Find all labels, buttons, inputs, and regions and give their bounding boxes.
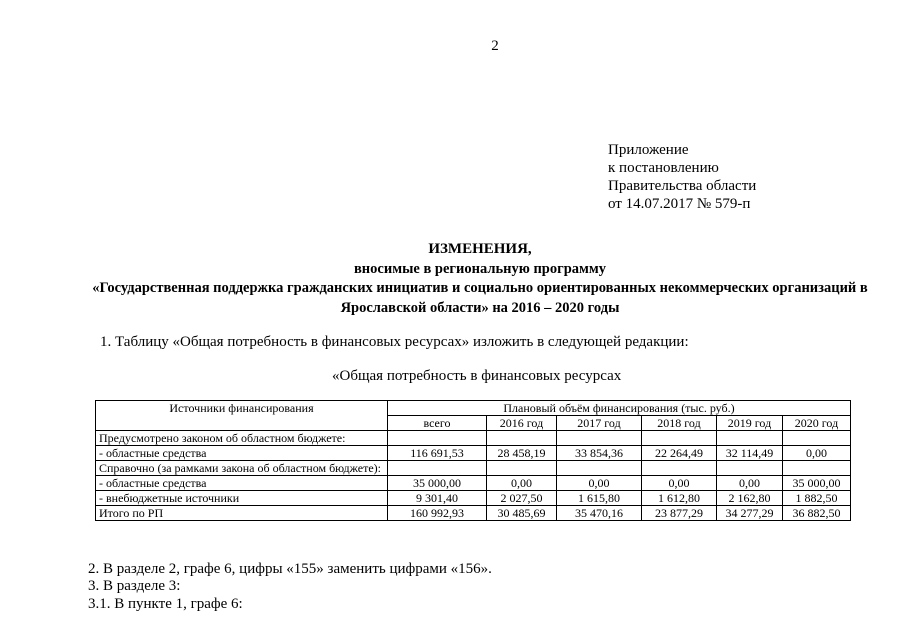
value-cell xyxy=(487,461,557,476)
row-label: - внебюджетные источники xyxy=(96,491,388,506)
value-cell: 2 162,80 xyxy=(717,491,783,506)
appendix-line: к постановлению xyxy=(608,160,719,176)
value-cell: 2 027,50 xyxy=(487,491,557,506)
row-label: Справочно (за рамками закона об областном бюджете): xyxy=(96,461,388,476)
value-cell: 0,00 xyxy=(717,476,783,491)
paragraph-2: 2. В разделе 2, графе 6, цифры «155» заменить цифрами «156». xyxy=(88,561,492,577)
value-cell: 30 485,69 xyxy=(487,506,557,521)
value-cell: 35 000,00 xyxy=(388,476,487,491)
value-cell xyxy=(642,461,717,476)
value-cell: 116 691,53 xyxy=(388,446,487,461)
value-cell: 1 615,80 xyxy=(557,491,642,506)
value-cell xyxy=(557,461,642,476)
document-heading xyxy=(0,240,905,318)
subheader-cell: 2020 год xyxy=(783,416,851,431)
table-row xyxy=(96,431,851,446)
value-cell: 0,00 xyxy=(557,476,642,491)
value-cell xyxy=(717,461,783,476)
value-cell xyxy=(642,431,717,446)
value-cell: 9 301,40 xyxy=(388,491,487,506)
value-cell: 35 470,16 xyxy=(557,506,642,521)
paragraph-1: 1. Таблицу «Общая потребность в финансовых ресурсах» изложить в следующей редакции: xyxy=(100,334,689,350)
value-cell: 22 264,49 xyxy=(642,446,717,461)
row-label: Предусмотрено законом об областном бюджете: xyxy=(96,431,388,446)
header-planned: Плановый объём финансирования (тыс. руб.) xyxy=(388,401,851,416)
page-number: 2 xyxy=(491,38,499,54)
table-header-row xyxy=(96,401,851,416)
appendix-line: Правительства области xyxy=(608,178,757,194)
value-cell: 0,00 xyxy=(642,476,717,491)
value-cell xyxy=(487,431,557,446)
subheader-cell: 2017 год xyxy=(557,416,642,431)
value-cell: 1 612,80 xyxy=(642,491,717,506)
subheader-cell: всего xyxy=(388,416,487,431)
subheader-cell: 2019 год xyxy=(717,416,783,431)
subheader-cell: 2016 год xyxy=(487,416,557,431)
row-label: Итого по РП xyxy=(96,506,388,521)
table-row xyxy=(96,476,851,491)
row-label: - областные средства xyxy=(96,476,388,491)
heading-line: вносимые в региональную программу xyxy=(353,260,607,277)
appendix-line: Приложение xyxy=(608,142,689,158)
value-cell xyxy=(783,431,851,446)
heading-title: ИЗМЕНЕНИЯ, xyxy=(428,241,532,257)
value-cell: 36 882,50 xyxy=(783,506,851,521)
row-label: - областные средства xyxy=(96,446,388,461)
table-row xyxy=(96,491,851,506)
value-cell xyxy=(557,431,642,446)
value-cell: 160 992,93 xyxy=(388,506,487,521)
value-cell: 34 277,29 xyxy=(717,506,783,521)
paragraph-4: 3.1. В пункте 1, графе 6: xyxy=(88,596,243,612)
value-cell: 23 877,29 xyxy=(642,506,717,521)
value-cell: 28 458,19 xyxy=(487,446,557,461)
table-row-total xyxy=(96,506,851,521)
heading-line: Ярославской области» на 2016 – 2020 годы xyxy=(340,299,620,316)
value-cell xyxy=(388,461,487,476)
financing-table xyxy=(95,400,851,521)
subheader-cell: 2018 год xyxy=(642,416,717,431)
table-caption: «Общая потребность в финансовых ресурсах xyxy=(332,368,622,384)
value-cell xyxy=(783,461,851,476)
value-cell xyxy=(717,431,783,446)
value-cell xyxy=(388,431,487,446)
paragraph-3: 3. В разделе 3: xyxy=(88,578,181,594)
heading-line: «Государственная поддержка гражданских инициатив и социально ориентированных некоммерческих организаций в xyxy=(92,280,868,296)
value-cell: 0,00 xyxy=(783,446,851,461)
value-cell: 32 114,49 xyxy=(717,446,783,461)
table-row xyxy=(96,461,851,476)
appendix-block xyxy=(608,141,756,213)
value-cell: 33 854,36 xyxy=(557,446,642,461)
value-cell: 0,00 xyxy=(487,476,557,491)
appendix-line: от 14.07.2017 № 579-п xyxy=(608,196,751,212)
value-cell: 35 000,00 xyxy=(783,476,851,491)
header-sources: Источники финансирования xyxy=(96,401,388,431)
table-row xyxy=(96,446,851,461)
value-cell: 1 882,50 xyxy=(783,491,851,506)
